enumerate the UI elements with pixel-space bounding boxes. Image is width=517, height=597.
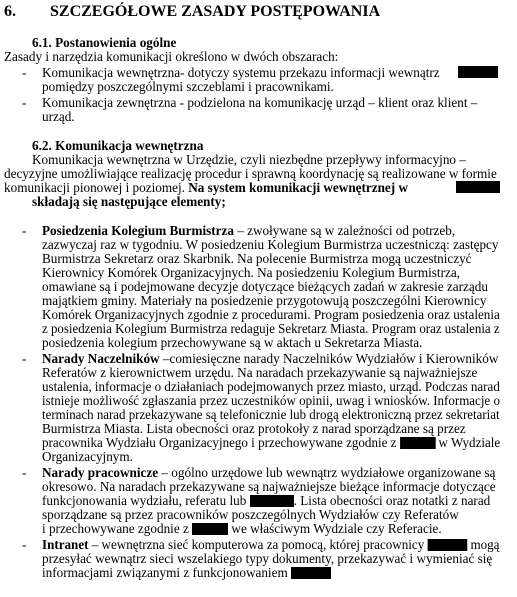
paragraph-bold-text: składają się następujące elementy; (32, 194, 226, 209)
list-item-bold: Narady Naczelników (42, 351, 160, 366)
list-item-span: mogą (470, 537, 500, 552)
redaction-box (456, 181, 500, 193)
list-item-span: pracownika Wydziału Organizacyjnego i przechowywane zgodnie z (42, 435, 397, 450)
list-item-span: we właściwym Wydziale czy Referacie. (231, 521, 442, 536)
list-item-span: – zwoływane są w zależności od potrzeb, (237, 223, 456, 238)
list-item-span: . Lista obecności oraz notatki z narad (293, 493, 491, 508)
list-item-text: majątkiem gminy. Materiały na posiedzenie przygotowują poszczególni Kierownicy (42, 293, 487, 308)
list-item-text: Kierownicy Komórek Organizacyjnych. Na posiedzeniu Kolegium Burmistrza, (42, 265, 460, 280)
list-item-text: pomiędzy poszczególnymi szczeblami i pracownikami. (42, 79, 334, 94)
list-item-span: i przechowywane zgodnie z (42, 521, 189, 536)
list-item-span: –comiesięczne narady Naczelników Wydziałów i Kierowników (162, 351, 499, 366)
list-item-text: urząd. (42, 109, 75, 124)
redaction-box (192, 523, 228, 535)
list-item-span: w Wydziale (438, 435, 501, 450)
list-item-text: posiedzenia kolegium przechowywane są w aktach u Sekretarza Miasta. (42, 335, 423, 350)
paragraph-text-span: komunikacji pionowej i poziomej. (4, 180, 185, 195)
list-item-text: Komunikacja wewnętrzna- dotyczy systemu przekazu informacji wewnątrz (42, 65, 440, 80)
list-item-span: – wewnętrzna sieć komputerowa za pomocą, której pracownicy (91, 537, 425, 552)
list-item-span: informacjami związanymi z funkcjonowaniem (42, 565, 288, 580)
list-item-text: istnieje możliwość zgłaszania przez uczestników opinii, uwag i wniosków. Informacje o (42, 393, 500, 408)
redaction-box (458, 66, 498, 78)
list-item-span: – ogólno urzędowe lub wewnątrz wydziałowe organizowane są (161, 465, 496, 480)
redaction-box (428, 539, 468, 551)
list-item-text: Komunikacja zewnętrzna - podzielona na komunikację urząd – klient oraz klient – (42, 95, 478, 110)
bullet-dash: - (22, 465, 27, 480)
list-item-text: sporządzane są przez pracowników poszczególnych Wydziałów czy Referatów (42, 507, 459, 522)
list-item-text: Komórek Organizacyjnych zgodnie z procedurami. Program posiedzenia oraz ustalenia (42, 307, 500, 322)
list-item-text: terminach narad przekazywane są telefonicznie lub drogą elektroniczną przez sekretariat (42, 407, 500, 422)
list-item-span: funkcjonowania wydziału, referatu lub (42, 493, 247, 508)
list-item-bold: Posiedzenia Kolegium Burmistrza (42, 223, 234, 238)
list-item-bold: Intranet (42, 537, 89, 552)
subsection-title-6-2: 6.2. Komunikacja wewnętrzna (32, 138, 204, 153)
bullet-dash: - (22, 351, 27, 366)
list-item-text (42, 522, 442, 536)
paragraph-text: Zasady i narzędzia komunikacji określono w dwóch obszarach: (4, 49, 339, 64)
list-item-text: z posiedzenia Kolegium Burmistrza redaguje Sekretarz Miasta. Program oraz ustalenia z (42, 321, 500, 336)
redaction-box (250, 495, 294, 507)
section-number: 6. (4, 3, 16, 20)
paragraph-bold-span: Na system komunikacji wewnętrznej w (188, 180, 408, 195)
list-item-text: Burmistrza Sekretarz oraz Skarbnik. Na polecenie Burmistrza mogą uczestniczyć (42, 251, 472, 266)
list-item-text (42, 566, 331, 580)
list-item-text: Organizacyjnym. (42, 449, 133, 464)
bullet-dash: - (22, 65, 27, 80)
list-item-text: Burmistrza Miasta. Lista obecności oraz protokoły z narad sporządzane są przez (42, 421, 466, 436)
list-item-text: okresowo. Na naradach przekazywane są najważniejsze bieżące informacje dotyczące (42, 479, 496, 494)
bullet-dash: - (22, 537, 27, 552)
redaction-box (400, 437, 436, 449)
list-item-text: zazwyczaj raz w tygodniu. W posiedzeniu Kolegium Burmistrza uczestniczą: zastępcy (42, 237, 499, 252)
bullet-dash: - (22, 95, 27, 110)
list-item-text: Referatów z kierownictwem urzędu. Na naradach przekazywanie są najważniejsze (42, 365, 478, 380)
subsection-title-6-1: 6.1. Postanowienia ogólne (32, 35, 177, 50)
bullet-dash: - (22, 223, 27, 238)
list-item-bold: Narady pracownicze (42, 465, 159, 480)
paragraph-text: Komunikacja wewnętrzna w Urzędzie, czyli niezbędne przepływy informacyjno – (32, 152, 466, 167)
section-title: SZCZEGÓŁOWE ZASADY POSTĘPOWANIA (50, 3, 381, 20)
list-item-text: ustalenia, informacje o działaniach podejmowanych przez miasto, urząd. Podczas narad (42, 379, 500, 394)
paragraph-text: decyzyjne umożliwiające realizację procedur i sprawną koordynację są realizowane w formie (4, 166, 497, 181)
redaction-box (291, 567, 331, 579)
list-item-text: przesyłać wewnątrz sieci wszelakiego typy dokumenty, przekazywać i wymieniać się (42, 551, 493, 566)
list-item-text: omawiane są i podejmowane decyzje dotyczące bieżących zadań w zakresie zarządu (42, 279, 488, 294)
